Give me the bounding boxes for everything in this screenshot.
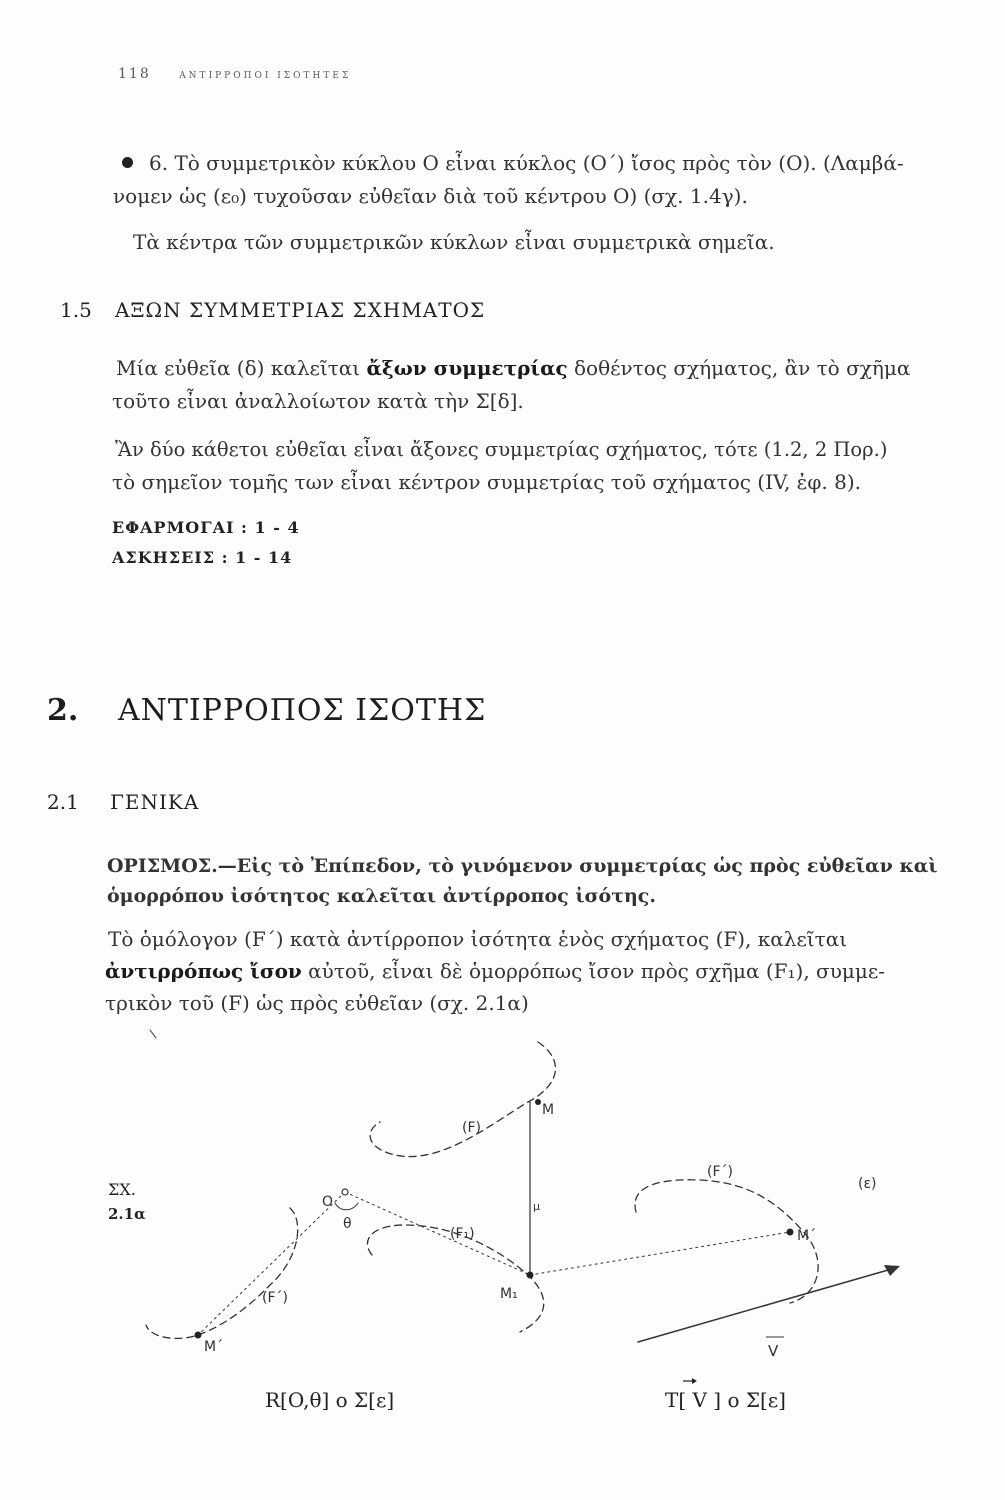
section-1-5-number: 1.5 [60, 298, 92, 322]
label-epsilon: (ε) [858, 1176, 877, 1192]
section-2-1-title: ΓΕΝΙΚΑ [110, 790, 200, 814]
bullet-icon [122, 157, 133, 168]
section-1-5-title: ΑΞΩΝ ΣΥΜΜΕΤΡΙΑΣ ΣΧΗΜΑΤΟΣ [115, 298, 486, 322]
label-O: O [322, 1194, 334, 1210]
stray-mark [150, 1030, 156, 1038]
label-F-prime-left: (F΄) [262, 1290, 288, 1306]
running-header [118, 66, 351, 82]
segment-M1-Mprime [530, 1232, 790, 1275]
label-theta: θ [343, 1216, 352, 1232]
chapter-title: ΑΝΤΙΡΡΟΠΟΣ ΙΣΟΤΗΣ [118, 693, 487, 728]
label-F-prime-right: (F΄) [707, 1164, 733, 1180]
applications-ref: ΕΦΑΡΜΟΓΑΙ : 1 - 4 [112, 518, 300, 537]
curve-F-prime-right [635, 1180, 818, 1303]
figure-2-1a [0, 1020, 1005, 1440]
point-M1 [527, 1272, 534, 1279]
curve-F-prime-left [146, 1208, 298, 1338]
caption-left: R[O,θ] ο Σ[ε] [265, 1388, 395, 1412]
caption-right: T[ V ] ο Σ[ε] [665, 1388, 786, 1412]
label-M-prime-right: M΄ [797, 1228, 817, 1244]
s15-p2-line1: Ἂν δύο κάθετοι εὐθεῖαι εἶναι ἄξονες συμμετρίας σχήματος, τότε (1.2, 2 Πορ.) [115, 438, 888, 461]
section-2-1-number: 2.1 [47, 790, 79, 814]
point-M-prime-right [787, 1229, 794, 1236]
item6-line2: νομεν ὡς (ε₀) τυχοῦσαν εὐθεῖαν διὰ τοῦ κέντρου O) (σχ. 1.4γ). [113, 184, 748, 208]
item6-line3: Τὰ κέντρα τῶν συμμετρικῶν κύκλων εἶναι συμμετρικὰ σημεῖα. [133, 230, 775, 254]
vector-V-line [638, 1268, 895, 1342]
chapter-number: 2. [47, 693, 79, 728]
segment-O-Mprime [198, 1192, 345, 1335]
point-M [535, 1099, 541, 1105]
definition-line2: ὁμορρόπου ἰσότητος καλεῖται ἀντίρροπος ἰσότης. [107, 885, 656, 907]
s21-p-line1: Τὸ ὁμόλογον (F΄) κατὰ ἀντίρροπον ἰσότητα ἑνὸς σχήματος (F), καλεῖται [108, 927, 848, 951]
s15-p1-line1: Μία εὐθεῖα (δ) καλεῖται ἄξων συμμετρίας δοθέντος σχήματος, ἂν τὸ σχῆμα [116, 356, 911, 380]
label-M1: M₁ [500, 1286, 518, 1302]
page-number: 118 [118, 66, 151, 82]
s21-p-line3: τρικὸν τοῦ (F) ὡς πρὸς εὐθεῖαν (σχ. 2.1α) [105, 991, 529, 1015]
term-axis-of-symmetry: ἄξων συμμετρίας [366, 356, 568, 380]
label-M: M [542, 1102, 555, 1118]
s15-p1-line2: τοῦτο εἶναι ἀναλλοίωτον κατὰ τὴν Σ[δ]. [112, 389, 524, 413]
point-O [342, 1189, 348, 1195]
label-F: (F) [462, 1120, 481, 1136]
figure-label-line1: ΣΧ. [108, 1180, 136, 1199]
definition-line1: ΟΡΙΣΜΟΣ.—Εἰς τὸ Ἐπίπεδον, τὸ γινόμενον συμμετρίας ὡς πρὸς εὐθεῖαν καὶ [107, 855, 938, 877]
label-F1: (F₁) [450, 1226, 475, 1242]
point-M-prime-left [195, 1332, 202, 1339]
term-oppositely-equal: ἀντιρρόπως ἴσον [105, 959, 302, 983]
curve-F [370, 1042, 555, 1157]
s21-p-line2: ἀντιρρόπως ἴσον αὐτοῦ, εἶναι δὲ ὁμορρόπως ἴσον πρὸς σχῆμα (F₁), συμμε- [105, 959, 885, 983]
label-V: V [768, 1342, 779, 1360]
label-M-prime-left: M΄ [204, 1339, 224, 1355]
label-mu: μ [533, 1200, 540, 1213]
figure-label-line2: 2.1α [108, 1205, 146, 1223]
item6-line1: 6. Τὸ συμμετρικὸν κύκλου O εἶναι κύκλος (O΄) ἴσος πρὸς τὸν (O). (Λαμβά- [122, 147, 904, 180]
vector-arrow-over-V [683, 1370, 697, 1378]
angle-theta-arc [335, 1203, 358, 1210]
exercises-ref: ΑΣΚΗΣΕΙΣ : 1 - 14 [112, 548, 293, 567]
s15-p2-line2: τὸ σημεῖον τομῆς των εἶναι κέντρον συμμετρίας τοῦ σχήματος (IV, ἐφ. 8). [112, 470, 861, 494]
running-title: ΑΝΤΙΡΡΟΠΟΙ ΙΣΟΤΗΤΕΣ [179, 71, 352, 81]
